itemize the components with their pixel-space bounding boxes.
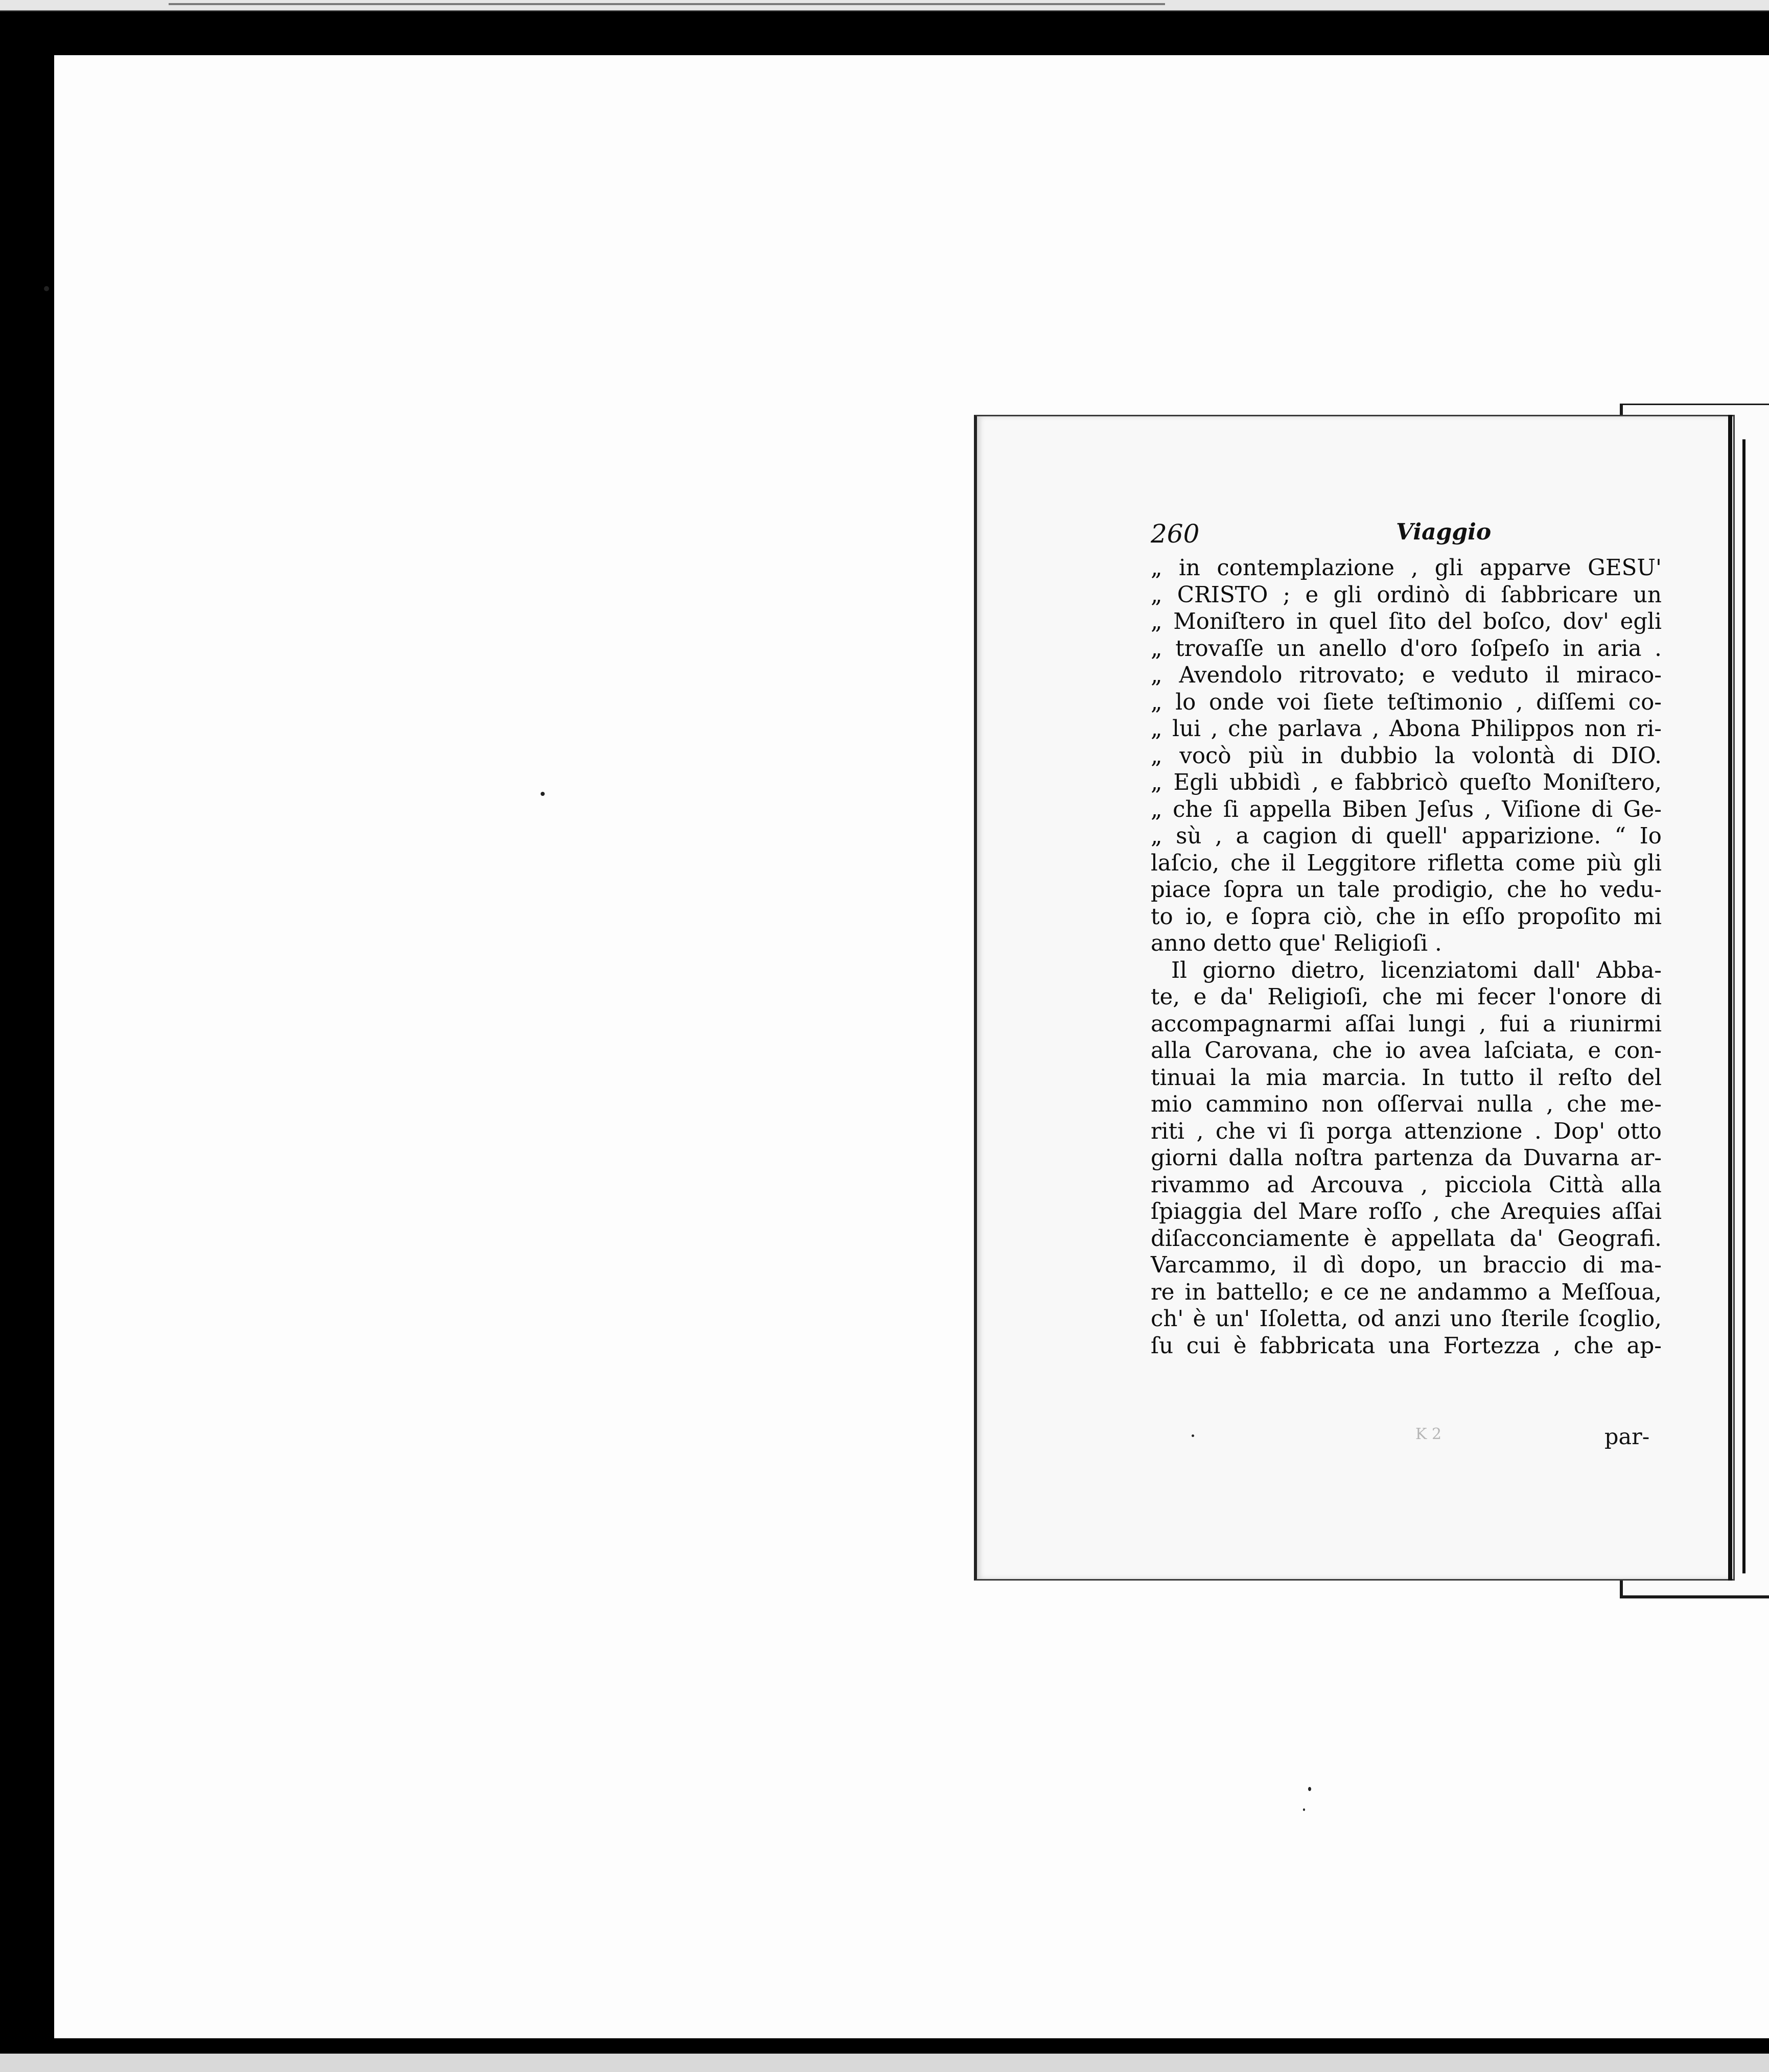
body-text — [1151, 555, 1662, 1359]
text-line: tinuai la mia marcia. In tutto il reſto del — [1151, 1065, 1662, 1091]
text-line: mio cammino non oſſervai nulla , che me- — [1151, 1092, 1662, 1117]
text-line: riti , che vi ſi porga attenzione . Dop' otto — [1151, 1118, 1662, 1144]
text-line: „ Avendolo ritrovato; e veduto il miraco- — [1151, 663, 1662, 688]
page-fore-edge — [1728, 415, 1732, 1581]
text-line: ſu cui è fabbricata una Fortezza , che ap- — [1151, 1333, 1662, 1359]
text-line: giorni dalla noſtra partenza da Duvarna ar- — [1151, 1145, 1662, 1171]
text-line: alla Carovana, che io avea laſciata, e con- — [1151, 1038, 1662, 1064]
text-line: „ che ſi appella Biben Jeſus , Viſione di Ge- — [1151, 796, 1662, 822]
catchword: par- — [1604, 1424, 1650, 1450]
facing-page-gutter — [1742, 439, 1745, 1573]
page-number: 260 — [1151, 519, 1200, 549]
text-line: ch' è un' Iſoletta, od anzi uno ſterile ſcoglio, — [1151, 1306, 1662, 1332]
dust-speck — [541, 792, 545, 796]
text-line: „ Moniſtero in quel ſito del boſco, dov' egli — [1151, 609, 1662, 634]
text-line: „ CRISTO ; e gli ordinò di ſabbricare un — [1151, 582, 1662, 608]
text-line: „ in contemplazione , gli apparve GESU' — [1151, 555, 1662, 581]
text-line: laſcio, che il Leggitore rifletta come più gli — [1151, 850, 1662, 876]
text-line: „ trovaſſe un anello d'oro ſoſpeſo in aria . — [1151, 635, 1662, 662]
text-line: Varcammo, il dì dopo, un braccio di ma- — [1151, 1253, 1662, 1278]
text-line: te, e da' Religioſi, che mi fecer l'onore di — [1151, 984, 1662, 1010]
film-bottom-edge — [0, 2054, 1769, 2072]
film-top-edge — [0, 0, 1769, 11]
text-line: „ vocò più in dubbio la volontà di DIO. — [1151, 743, 1662, 769]
text-line: re in battello; e ce ne andammo a Meſſoua, — [1151, 1279, 1662, 1305]
text-line: rivammo ad Arcouva , picciola Città alla — [1151, 1172, 1662, 1198]
dust-speck — [1303, 1808, 1305, 1811]
text-line: „ lui , che parlava , Abona Philippos non ri- — [1151, 716, 1662, 742]
text-line: „ lo onde voi ſiete teſtimonio , diſſemi co- — [1151, 689, 1662, 715]
text-line: „ sù , a cagion di quell' apparizione. “ Io — [1151, 823, 1662, 849]
dust-speck — [1192, 1434, 1194, 1437]
text-line: piace ſopra un tale prodigio, che ho vedu- — [1151, 877, 1662, 903]
dust-speck — [1308, 1787, 1311, 1791]
running-head — [1151, 519, 1492, 555]
text-line: „ Egli ubbidì , e fabbricò queſto Moniſtero, — [1151, 770, 1662, 795]
text-line: accompagnarmi aſſai lungi , fui a riunirmi — [1151, 1011, 1662, 1037]
film-edge-line — [169, 3, 1165, 5]
text-line: to io, e ſopra ciò, che in eſſo propoſito mi — [1151, 904, 1662, 930]
signature-mark: K 2 — [1415, 1425, 1442, 1443]
running-title: Viaggio — [1396, 519, 1492, 545]
text-line: Il giorno dietro, licenziatomi dall' Abba- — [1171, 957, 1662, 983]
text-line: ſpiaggia del Mare roſſo , che Arequies aſſai — [1151, 1199, 1662, 1225]
text-line: diſacconciamente è appellata da' Geografi. — [1151, 1226, 1662, 1252]
dust-speck — [44, 286, 49, 291]
text-line: anno detto que' Religioſi . — [1151, 931, 1442, 956]
